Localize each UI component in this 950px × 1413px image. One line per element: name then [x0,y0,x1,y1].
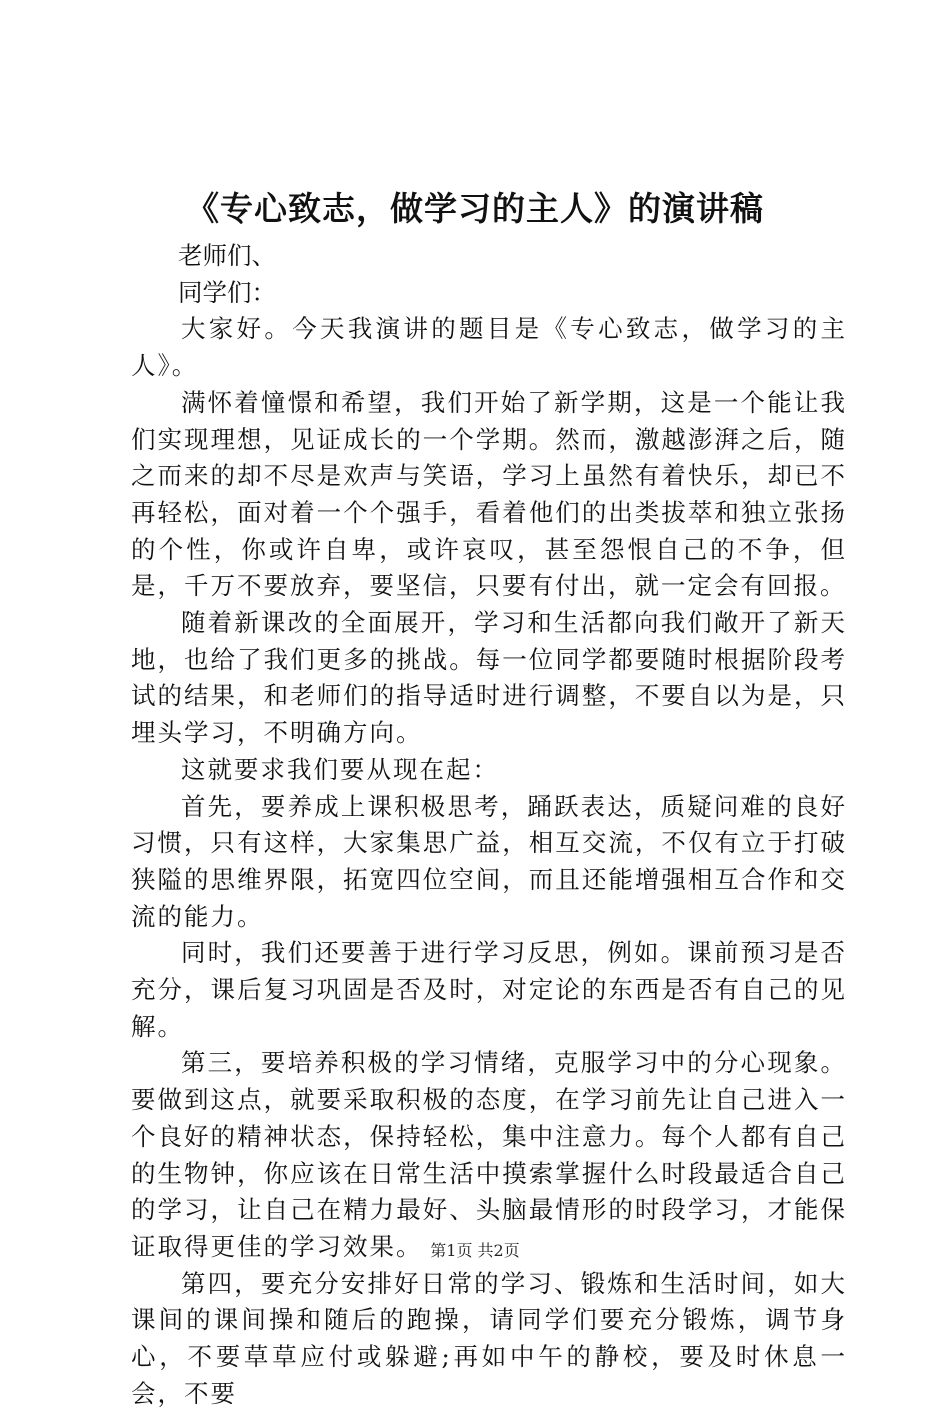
salutation-line: 同学们： [178,277,276,307]
paragraph: 满怀着憧憬和希望，我们开始了新学期，这是一个能让我们实现理想，见证成长的一个学期。然而，激越澎湃之后，随之而来的却不尽是欢声与笑语，学习上虽然有着快乐，却已不再轻松，面对着一个个强手，看着他们的出类拔萃和独立张扬的个性，你或许自卑，或许哀叹，甚至怨恨自己的不争，但是，千万不要放弃，要坚信，只要有付出，就一定会有回报。 [131,387,847,601]
paragraph: 大家好。今天我演讲的题目是《专心致志，做学习的主人》。 [131,314,847,381]
document-title: 《专心致志，做学习的主人》的演讲稿 [186,189,764,228]
document-body [131,238,847,1413]
paragraph: 同时，我们还要善于进行学习反思，例如。课前预习是否充分，课后复习巩固是否及时，对定论的东西是否有自己的见解。 [131,938,847,1041]
paragraph: 首先，要养成上课积极思考，踊跃表达，质疑问难的良好习惯，只有这样，大家集思广益，相互交流，不仅有立于打破狭隘的思维界限，拓宽四位空间，而且还能增强相互合作和交流的能力。 [131,791,847,931]
paragraph: 随着新课改的全面展开，学习和生活都向我们敞开了新天地，也给了我们更多的挑战。每一位同学都要随时根据阶段考试的结果，和老师们的指导适时进行调整，不要自以为是，只埋头学习，不明确方向。 [131,608,847,748]
salutation-line: 老师们、 [178,241,276,270]
paragraph: 第四，要充分安排好日常的学习、锻炼和生活时间，如大课间的课间操和随后的跑操，请同学们要充分锻炼，调节身心，不要草草应付或躲避;再如中午的静校，要及时休息一会，不要 [131,1268,847,1408]
paragraph: 这就要求我们要从现在起： [181,754,499,784]
page-number-footer: 第1页 共2页 [430,1241,520,1260]
paragraph: 第三，要培养积极的学习情绪，克服学习中的分心现象。要做到这点，就要采取积极的态度，在学习前先让自己进入一个良好的精神状态，保持轻松，集中注意力。每个人都有自己的生物钟，你应该在日常生活中摸索掌握什么时段最适合自己的学习，让自己在精力最好、头脑最情形的时段学习，才能保证取得更佳的学习效果。 [131,1048,847,1261]
